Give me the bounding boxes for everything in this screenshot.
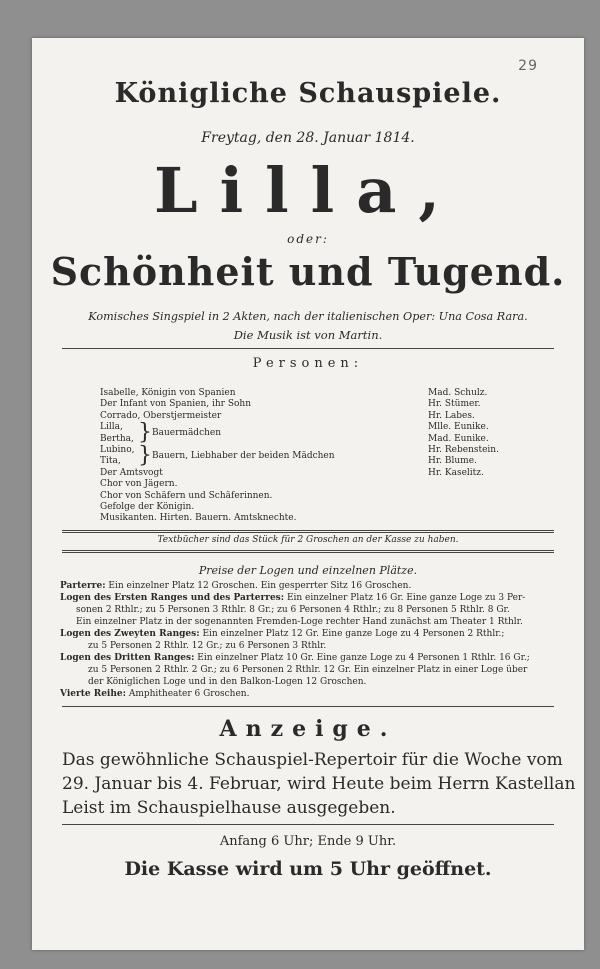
price-text: Amphitheater 6 Groschen. xyxy=(128,689,250,699)
price-line xyxy=(60,593,560,604)
price-line xyxy=(60,689,560,700)
notice-line: Leist im Schauspielhause ausgegeben. xyxy=(62,798,396,818)
cast-row xyxy=(100,456,550,467)
cast-role: Gefolge der Königin. xyxy=(100,501,195,512)
price-line xyxy=(60,629,560,640)
price-line xyxy=(60,641,584,652)
cast-row xyxy=(100,513,550,524)
price-text: der Königlichen Loge und in den Balkon-Logen 12 Groschen. xyxy=(88,677,367,687)
price-text: zu 5 Personen 2 Rthlr. 2 Gr.; zu 6 Personen 2 Rthlr. 12 Gr. Ein einzelner Platz in einer Loge über xyxy=(88,665,528,675)
show-times: Anfang 6 Uhr; Ende 9 Uhr. xyxy=(219,834,397,849)
cast-role: Corrado, Oberstjermeister xyxy=(100,410,222,421)
cast-actor: Mlle. Eunike. xyxy=(428,422,489,433)
brace-bracket: } xyxy=(138,420,152,446)
notice-heading: Anzeige. xyxy=(219,716,397,742)
group-label: Bauern, Liebhaber der beiden Mädchen xyxy=(152,450,335,461)
price-label: Logen des Ersten Ranges und des Parterres: xyxy=(60,593,285,603)
play-composer: Die Musik ist von Martin. xyxy=(233,328,383,342)
cast-role: Der Amtsvogt xyxy=(100,467,163,478)
cast-role: Isabelle, Königin von Spanien xyxy=(100,388,236,398)
price-label: Parterre: xyxy=(60,581,106,591)
cast-row xyxy=(100,411,550,422)
divider xyxy=(62,550,554,553)
cast-role: Musikanten. Hirten. Bauern. Amtsknechte. xyxy=(100,513,297,524)
divider xyxy=(62,530,554,533)
price-line xyxy=(60,581,560,592)
notice-line: Das gewöhnliche Schauspiel-Repertoir für die Woche vom xyxy=(62,750,563,770)
price-line xyxy=(60,605,576,616)
price-text: Ein einzelner Platz 12 Groschen. Ein gesperrter Sitz 16 Groschen. xyxy=(108,581,412,591)
performance-date: Freytag, den 28. Januar 1814. xyxy=(201,130,415,146)
cast-role: Lubino, xyxy=(100,444,135,455)
price-line xyxy=(60,665,584,676)
play-title: Lilla, xyxy=(153,154,462,227)
cast-row xyxy=(100,502,550,513)
cast-actor: Mad. Schulz. xyxy=(428,388,488,398)
playbill-sheet xyxy=(32,38,584,950)
cast-role: Tita, xyxy=(100,456,121,467)
cast-actor: Hr. Kaselitz. xyxy=(428,467,484,478)
cast-list xyxy=(100,388,550,525)
page-number: 29 xyxy=(518,58,538,74)
cast-role: Der Infant von Spanien, ihr Sohn xyxy=(100,399,252,410)
cast-row xyxy=(100,479,550,490)
cast-row xyxy=(100,468,550,479)
play-genre: Komisches Singspiel in 2 Akten, nach der italienischen Oper: Una Cosa Rara. xyxy=(88,310,528,323)
cast-row xyxy=(100,399,550,410)
box-office-opening: Die Kasse wird um 5 Uhr geöffnet. xyxy=(124,858,492,880)
divider xyxy=(62,824,554,825)
price-text: Ein einzelner Platz in der sogenannten Fremden-Loge rechter Hand zunächst am Theater 1 Rthlr. xyxy=(76,617,523,627)
cast-actor: Hr. Labes. xyxy=(428,410,475,421)
group-label: Bauermädchen xyxy=(152,428,222,439)
cast-actor: Hr. Stümer. xyxy=(428,399,481,410)
notice-line: 29. Januar bis 4. Februar, wird Heute beim Herrn Kastellan xyxy=(62,774,576,794)
price-label: Vierte Reihe: xyxy=(60,689,126,699)
price-text: Ein einzelner Platz 12 Gr. Eine ganze Loge zu 4 Personen 2 Rthlr.; xyxy=(202,629,505,639)
divider xyxy=(62,706,554,707)
cast-row xyxy=(100,434,550,445)
cast-heading: Personen: xyxy=(252,356,364,371)
cast-role: Lilla, xyxy=(100,422,123,433)
theatre-name: Königliche Schauspiele. xyxy=(114,78,502,109)
price-text: Ein einzelner Platz 10 Gr. Eine ganze Loge zu 4 Personen 1 Rthlr. 16 Gr.; xyxy=(197,653,530,663)
price-line xyxy=(60,617,576,628)
price-text: sonen 2 Rthlr.; zu 5 Personen 3 Rthlr. 8 Gr.; zu 6 Personen 4 Rthlr.; zu 8 Personen 5 Rthlr. 8 Gr. xyxy=(76,605,510,615)
play-subtitle: Schönheit und Tugend. xyxy=(50,249,566,294)
cast-actor: Hr. Blume. xyxy=(428,456,477,467)
cast-actor: Mad. Eunike. xyxy=(428,433,489,444)
price-text: Ein einzelner Platz 16 Gr. Eine ganze Loge zu 3 Per- xyxy=(286,593,526,603)
divider xyxy=(62,348,554,349)
cast-actor: Hr. Rebenstein. xyxy=(428,444,499,455)
price-line xyxy=(60,653,560,664)
cast-role: Chor von Schäfern und Schäferinnen. xyxy=(100,490,273,501)
brace-bracket: } xyxy=(138,442,152,468)
cast-row xyxy=(100,388,550,399)
price-line xyxy=(60,677,584,688)
cast-role: Chor von Jägern. xyxy=(100,479,178,490)
prices-heading: Preise der Logen und einzelnen Plätze. xyxy=(198,564,418,577)
price-label: Logen des Zweyten Ranges: xyxy=(60,629,200,639)
textbook-notice: Textbücher sind das Stück für 2 Groschen an der Kasse zu haben. xyxy=(157,535,459,545)
cast-role: Bertha, xyxy=(100,433,134,444)
oder-text: oder: xyxy=(287,232,329,246)
price-text: zu 5 Personen 2 Rthlr. 12 Gr.; zu 6 Personen 3 Rthlr. xyxy=(88,641,327,651)
cast-row xyxy=(100,491,550,502)
price-label: Logen des Dritten Ranges: xyxy=(60,653,195,663)
